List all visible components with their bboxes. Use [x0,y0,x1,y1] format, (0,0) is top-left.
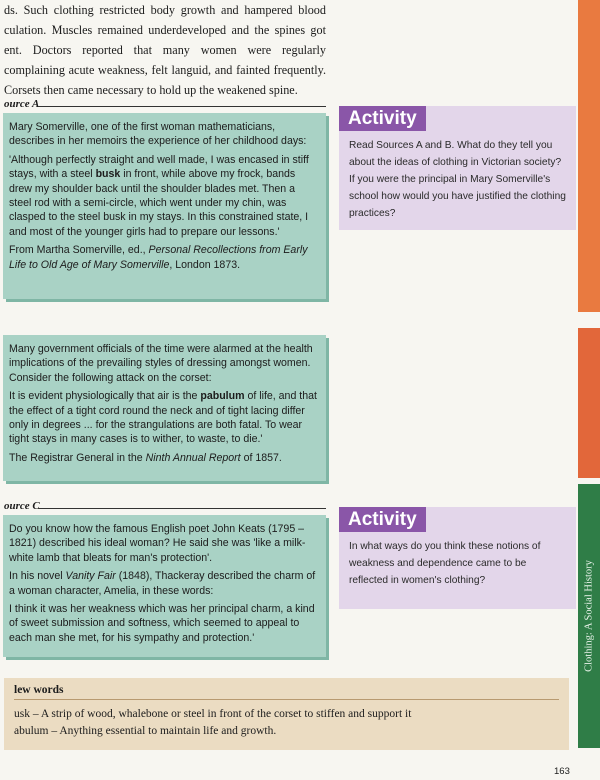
source-b-citation [9,451,318,465]
source-b-quote-bold: pabulum [200,390,245,403]
new-words-box [4,678,569,750]
source-a-heading-text: ource A [4,98,40,110]
source-b-citation-prefix: The Registrar General in the [9,451,146,464]
definition-busk: usk – A strip of wood, whalebone or steel in front of the corset to stiffen and support it [14,708,412,720]
source-a-quote-part1: 'Although perfectly straight and well made, I was encased in stiff stays, with a steel [9,153,309,181]
activity-1-body: Read Sources A and B. What do they tell you about the ideas of clothing in Victorian society? If you were the principal in Mary Somerville's school how would you have justified the clothing practices? [349,140,566,219]
definition-pabulum: abulum – Anything essential to maintain life and growth. [14,725,277,737]
source-b-citation-title: Ninth Annual Report [145,451,241,464]
source-a-citation-title: Personal Recollections from Early Life to Old Age of Mary Somerville [9,244,308,271]
activity-box-2 [339,507,576,609]
side-tab-green [578,484,600,748]
source-c-para2-title: Vanity Fair [65,570,116,583]
source-b-intro: Many government officials of the time were alarmed at the health implications of the prevailing styles of dressing amongst women. Consider the following attack on the corset: [9,343,313,384]
source-a-heading [4,98,326,110]
intro-paragraph: ds. Such clothing restricted body growth and hampered blood culation. Muscles remained underdeveloped and the spines got ent. Doctors reported that many women were regularly complaining acute weakness, felt languid, and fainted frequently. Corsets then came necessary to hold up the weakened spine. [4,3,326,97]
source-c-para2 [9,569,318,598]
source-c-heading-text: ource C [4,500,40,512]
source-c-rule [38,508,326,509]
new-words-title: lew words [14,684,64,696]
source-c-box [3,515,326,657]
side-tab-text: Clothing: A Social History [583,560,595,672]
orange-edge-tab-top [578,0,600,312]
activity-2-body: In what ways do you think these notions of weakness and dependence came to be reflected in women's clothing? [349,541,541,586]
page-number: 163 [554,766,570,777]
source-a-quote-part2: in front, while above my frock, bands drew my shoulder back until the shoulder blades met. Then a steel rod with a semi-circle, which went under my chin, was clasped to the steel busk in my stays. In this constrained state, I and most of the younger girls had to prepare our lessons.' [9,168,309,238]
source-b-box [3,335,326,481]
source-a-rule [38,106,326,107]
source-a-intro: Mary Somerville, one of the first woman mathematicians, describes in her memoirs the experience of her childhood days: [9,121,307,148]
activity-box-1 [339,106,576,230]
source-a-box [3,113,326,299]
source-b-quote-part1: It is evident physiologically that air is the [9,390,201,403]
source-a-citation-suffix: , London 1873. [169,258,241,271]
source-c-para1: Do you know how the famous English poet John Keats (1795 – 1821) described his ideal woman? He said she was 'like a milk-white lamb that bleats for man's protection'. [9,523,306,564]
source-c-heading [4,500,326,512]
source-a-quote-bold: busk [95,168,121,181]
source-a-citation [9,243,318,272]
activity-2-title: Activity [339,507,426,532]
source-b-citation-suffix: of 1857. [240,451,282,464]
new-words-rule [14,699,559,700]
source-c-para2-prefix: In his novel [9,570,66,583]
activity-1-title: Activity [339,106,426,131]
source-c-para2-suffix: (1848), Thackeray described the charm of a woman character, Amelia, in these words: [9,570,316,597]
source-a-quote [9,153,318,239]
source-b-quote-part2: of life, and that the effect of a tight cord round the neck and of tight lacing differ only in degrees ... for the strangulations are both fatal. To wear tight stays in many cases is to wither, to waste, to die.' [9,390,317,446]
source-a-citation-prefix: From Martha Somerville, ed., [9,244,149,257]
source-c-quote: I think it was her weakness which was her principal charm, a kind of sweet submission and softness, which seemed to appeal to each man she met, for his sympathy and protection.' [9,603,315,644]
orange-edge-tab-middle [578,328,600,478]
source-b-quote [9,389,318,447]
